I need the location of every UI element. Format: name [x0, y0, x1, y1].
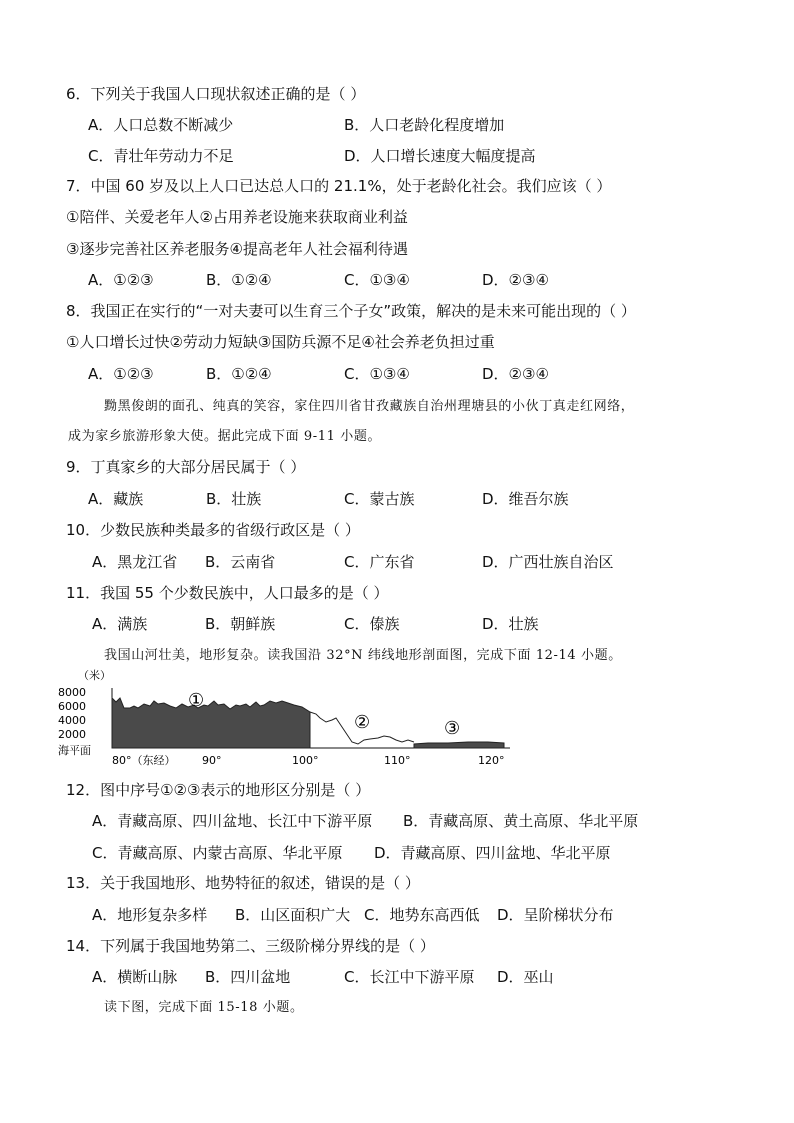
- question-8-stem: 8．我国正在实行的“一对夫妻可以生育三个子女”政策，解决的是未来可能出现的（ ）: [66, 302, 636, 320]
- question-12-option-c[interactable]: C．青藏高原、内蒙古高原、华北平原: [92, 844, 343, 862]
- y-tick-2000: 2000: [58, 728, 86, 741]
- x-tick-80: 80°（东经）: [112, 754, 176, 767]
- question-10-option-b[interactable]: B．云南省: [205, 553, 276, 571]
- question-10-option-d[interactable]: D．广西壮族自治区: [482, 553, 614, 571]
- question-10-option-c[interactable]: C．广东省: [344, 553, 415, 571]
- question-8-option-d[interactable]: D．②③④: [482, 365, 549, 383]
- question-7-stem: 7．中国 60 岁及以上人口已达总人口的 21.1%，处于老龄化社会。我们应该（ ）: [66, 177, 612, 195]
- sea-level-label: 海平面: [58, 744, 91, 757]
- x-tick-90: 90°: [202, 754, 222, 767]
- x-tick-120: 120°: [478, 754, 505, 767]
- question-14-option-c[interactable]: C．长江中下游平原: [344, 968, 475, 986]
- question-11-option-b[interactable]: B．朝鲜族: [205, 615, 276, 633]
- question-8-option-b[interactable]: B．①②④: [206, 365, 272, 383]
- y-tick-4000: 4000: [58, 714, 86, 727]
- question-9-stem: 9．丁真家乡的大部分居民属于（ ）: [66, 458, 306, 476]
- y-tick-8000: 8000: [58, 686, 86, 699]
- question-9-option-d[interactable]: D．维吾尔族: [482, 490, 569, 508]
- question-13-option-a[interactable]: A．地形复杂多样: [92, 906, 208, 924]
- question-7-items-line2: ③逐步完善社区养老服务④提高老年人社会福利待遇: [66, 240, 408, 258]
- terrain-profile-figure: [58, 668, 518, 768]
- question-7-option-a[interactable]: A．①②③: [88, 271, 154, 289]
- question-14-stem: 14．下列属于我国地势第二、三级阶梯分界线的是（ ）: [66, 937, 435, 955]
- terrain-profile-svg: [58, 668, 518, 768]
- question-11-option-c[interactable]: C．傣族: [344, 615, 400, 633]
- question-7-option-d[interactable]: D．②③④: [482, 271, 549, 289]
- question-13-option-c[interactable]: C．地势东高西低: [364, 906, 480, 924]
- question-6-option-a[interactable]: A．人口总数不断减少: [88, 116, 234, 134]
- intro-12-14: 我国山河壮美，地形复杂。读我国沿 32°N 纬线地形剖面图，完成下面 12-14 小题。: [104, 648, 622, 663]
- question-11-option-a[interactable]: A．满族: [92, 615, 148, 633]
- question-6-option-d[interactable]: D．人口增长速度大幅度提高: [344, 147, 536, 165]
- question-6-option-b[interactable]: B．人口老龄化程度增加: [344, 116, 505, 134]
- question-8-items: ①人口增长过快②劳动力短缺③国防兵源不足④社会养老负担过重: [66, 333, 495, 351]
- question-7-items-line1: ①陪伴、关爱老年人②占用养老设施来获取商业利益: [66, 208, 408, 226]
- marker-3: ③: [444, 718, 461, 739]
- intro-15-18: 读下图，完成下面 15-18 小题。: [104, 1000, 304, 1015]
- question-12-option-a[interactable]: A．青藏高原、四川盆地、长江中下游平原: [92, 812, 373, 830]
- question-14-option-a[interactable]: A．横断山脉: [92, 968, 178, 986]
- question-9-option-b[interactable]: B．壮族: [206, 490, 262, 508]
- question-12-option-b[interactable]: B．青藏高原、黄土高原、华北平原: [403, 812, 639, 830]
- intro-9-11-line2: 成为家乡旅游形象大使。据此完成下面 9-11 小题。: [68, 429, 382, 444]
- marker-2: ②: [354, 712, 371, 733]
- question-7-option-c[interactable]: C．①③④: [344, 271, 410, 289]
- y-unit-label: （米）: [78, 669, 111, 682]
- question-9-option-a[interactable]: A．藏族: [88, 490, 144, 508]
- question-11-stem: 11．我国 55 个少数民族中，人口最多的是（ ）: [66, 584, 389, 602]
- question-12-stem: 12．图中序号①②③表示的地形区分别是（ ）: [66, 781, 371, 799]
- y-tick-6000: 6000: [58, 700, 86, 713]
- question-13-option-b[interactable]: B．山区面积广大: [235, 906, 351, 924]
- question-12-option-d[interactable]: D．青藏高原、四川盆地、华北平原: [374, 844, 611, 862]
- question-8-option-c[interactable]: C．①③④: [344, 365, 410, 383]
- x-tick-110: 110°: [384, 754, 411, 767]
- terrain-region-3-plain: [414, 742, 504, 748]
- question-7-option-b[interactable]: B．①②④: [206, 271, 272, 289]
- question-9-option-c[interactable]: C．蒙古族: [344, 490, 415, 508]
- question-13-stem: 13．关于我国地形、地势特征的叙述，错误的是（ ）: [66, 874, 420, 892]
- terrain-region-1-plateau: [112, 698, 310, 748]
- question-10-stem: 10．少数民族种类最多的省级行政区是（ ）: [66, 521, 360, 539]
- question-10-option-a[interactable]: A．黑龙江省: [92, 553, 178, 571]
- question-8-option-a[interactable]: A．①②③: [88, 365, 154, 383]
- question-6-stem: 6．下列关于我国人口现状叙述正确的是（ ）: [66, 85, 366, 103]
- question-6-option-c[interactable]: C．青壮年劳动力不足: [88, 147, 234, 165]
- intro-9-11-line1: 黝黑俊朗的面孔、纯真的笑容，家住四川省甘孜藏族自治州理塘县的小伙丁真走红网络，: [104, 399, 635, 414]
- question-14-option-b[interactable]: B．四川盆地: [205, 968, 291, 986]
- marker-1: ①: [188, 690, 205, 711]
- question-13-option-d[interactable]: D．呈阶梯状分布: [497, 906, 614, 924]
- question-11-option-d[interactable]: D．壮族: [482, 615, 539, 633]
- x-tick-100: 100°: [292, 754, 319, 767]
- question-14-option-d[interactable]: D．巫山: [497, 968, 554, 986]
